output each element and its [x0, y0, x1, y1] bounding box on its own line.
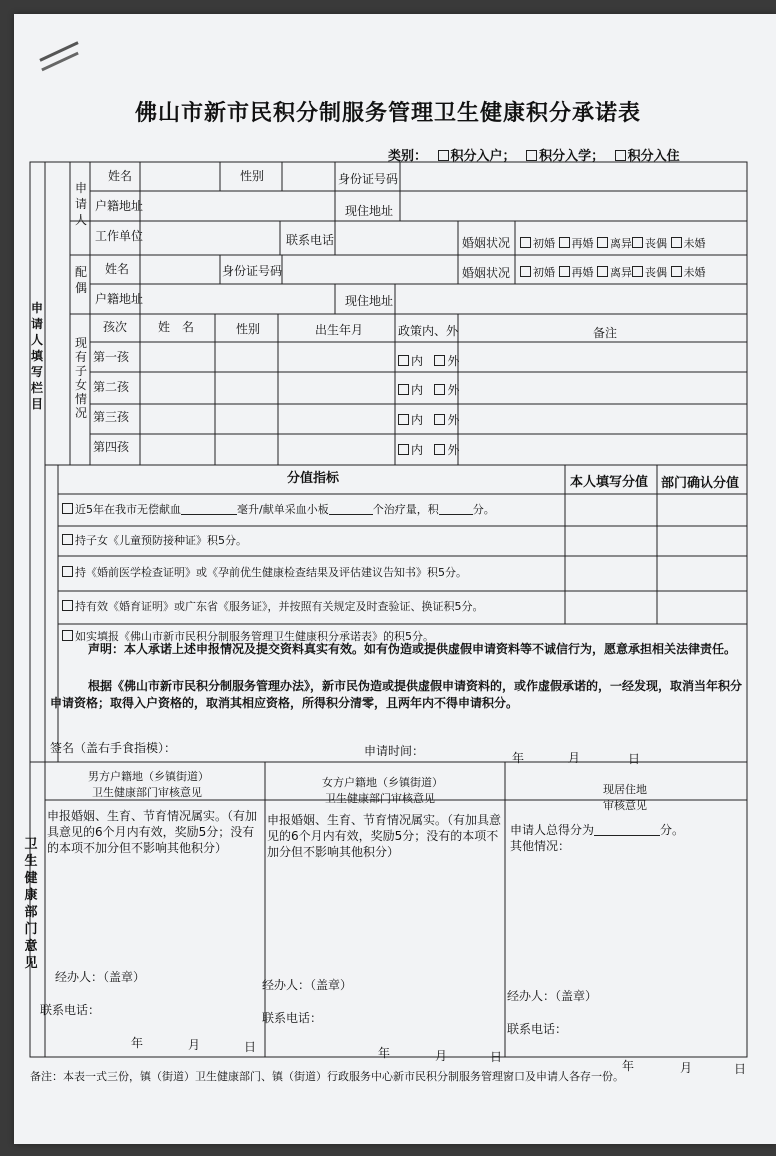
spouse-current-addr-label: 现住地址 — [345, 294, 394, 308]
checkbox-icon[interactable] — [632, 266, 643, 277]
checkbox-icon[interactable] — [597, 266, 608, 277]
residence-handler-label: 经办人：（盖章） — [507, 989, 598, 1003]
children-header-policy: 政策内、外 — [398, 324, 459, 338]
female-hukou-head-2: 卫生健康部门审核意见 — [325, 792, 435, 805]
checkbox-icon[interactable] — [671, 266, 682, 277]
residence-year: 年 — [622, 1059, 635, 1073]
checkbox-icon[interactable] — [615, 150, 626, 161]
female-hukou-head-1: 女方户籍地（乡镇街道） — [322, 776, 443, 789]
female-year: 年 — [378, 1046, 391, 1060]
category-option-housing[interactable]: 积分入住 — [615, 149, 680, 164]
checkbox-icon[interactable] — [434, 414, 445, 425]
checkbox-icon[interactable] — [438, 150, 449, 161]
score-item-truthful[interactable]: 如实填报《佛山市新市民积分制服务管理卫生健康积分承诺表》的积5分。 — [62, 630, 434, 644]
checkbox-icon[interactable] — [526, 150, 537, 161]
male-day: 日 — [244, 1040, 257, 1054]
children-header-remark: 备注 — [593, 326, 618, 340]
applicant-fill-section-label: 申请人填写栏目 — [30, 301, 43, 411]
spouse-name-label: 姓名 — [105, 262, 130, 276]
score-item-vaccination[interactable]: 持子女《儿童预防接种证》积5分。 — [62, 534, 247, 548]
category-option-hukou[interactable]: 积分入户； — [438, 149, 516, 164]
residence-other-label: 其他情况： — [510, 839, 571, 853]
apply-year: 年 — [512, 751, 525, 765]
category-option-school[interactable]: 积分入学； — [526, 149, 604, 164]
male-handler-label: 经办人：（盖章） — [55, 970, 146, 984]
checkbox-icon[interactable] — [398, 384, 409, 395]
checkbox-icon[interactable] — [62, 534, 73, 545]
spouse-hukou-label: 户籍地址 — [95, 292, 144, 306]
male-hukou-head-2: 卫生健康部门审核意见 — [92, 786, 202, 799]
apply-day: 日 — [628, 752, 641, 766]
applicant-name-label: 姓名 — [108, 169, 133, 183]
category-label: 类别： — [388, 149, 428, 164]
female-handler-label: 经办人：（盖章） — [262, 978, 353, 992]
female-phone-label: 联系电话： — [262, 1011, 323, 1025]
signature-label: 签名（盖右手食指模）： — [50, 741, 177, 755]
checkbox-icon[interactable] — [62, 630, 73, 641]
checkbox-icon[interactable] — [520, 237, 531, 248]
male-phone-label: 联系电话： — [40, 1003, 101, 1017]
male-month: 月 — [188, 1038, 201, 1052]
score-self-column: 本人填写分值 — [570, 475, 649, 490]
checkbox-icon[interactable] — [559, 237, 570, 248]
spouse-marital-options[interactable]: 初婚 再婚 离异 丧偶 未婚 — [520, 266, 706, 280]
applicant-marital-label: 婚姻状况 — [462, 236, 511, 250]
child-row-2-label: 第二孩 — [93, 380, 130, 394]
children-header-order: 孩次 — [103, 320, 128, 334]
children-label: 现有子女情况 — [74, 336, 87, 420]
applicant-id-label: 身份证号码 — [338, 172, 399, 186]
score-item-certificate[interactable]: 持有效《婚育证明》或广东省《服务证》，并按照有关规定及时查验证、换证积5分。 — [62, 600, 484, 614]
checkbox-icon[interactable] — [398, 444, 409, 455]
checkbox-icon[interactable] — [62, 600, 73, 611]
applicant-marital-options[interactable]: 初婚 再婚 离异 丧偶 未婚 — [520, 237, 706, 251]
residence-head-1: 现居住地 — [603, 783, 647, 796]
male-review-body: 申报婚姻、生育、节育情况属实。（有加具意见的6个月内有效，奖励5分；没有的本项不加分但不影响其他积分） — [47, 809, 258, 855]
child-row-1-label: 第一孩 — [93, 350, 130, 364]
child-row-2-policy[interactable]: 内 外 — [398, 383, 459, 397]
child-row-3-policy[interactable]: 内 外 — [398, 413, 459, 427]
score-dept-column: 部门确认分值 — [661, 476, 740, 491]
residence-phone-label: 联系电话： — [507, 1022, 568, 1036]
child-row-1-policy[interactable]: 内 外 — [398, 354, 459, 368]
score-header: 分值指标 — [287, 471, 340, 486]
declaration-rules: 根据《佛山市新市民积分制服务管理办法》，新市民伪造或提供虚假申请资料的，或作虚假承诺的，一经发现，取消当年积分申请资格；取得入户资格的，取消其相应资格，所得积分清零，且两年内不得申请积分。 — [50, 679, 743, 710]
female-day: 日 — [490, 1050, 503, 1064]
score-item-premarital[interactable]: 持《婚前医学检查证明》或《孕前优生健康检查结果及评估建议告知书》积5分。 — [62, 566, 467, 580]
female-month: 月 — [435, 1049, 448, 1063]
checkbox-icon[interactable] — [671, 237, 682, 248]
checkbox-icon[interactable] — [62, 503, 73, 514]
children-header-birth: 出生年月 — [315, 323, 364, 337]
category-row — [388, 145, 686, 164]
spouse-id-label: 身份证号码 — [222, 264, 283, 278]
child-row-4-policy[interactable]: 内 外 — [398, 443, 459, 457]
child-row-4-label: 第四孩 — [93, 440, 130, 454]
residence-day: 日 — [734, 1062, 747, 1076]
applicant-work-unit-label: 工作单位 — [95, 229, 144, 243]
checkbox-icon[interactable] — [434, 444, 445, 455]
applicant-current-addr-label: 现住地址 — [345, 204, 394, 218]
apply-month: 月 — [568, 751, 581, 765]
male-year: 年 — [131, 1036, 144, 1050]
form-title: 佛山市新市民积分制服务管理卫生健康积分承诺表 — [134, 101, 641, 126]
checkbox-icon[interactable] — [398, 355, 409, 366]
checkbox-icon[interactable] — [62, 566, 73, 577]
residence-total-score: 申请人总得分为 分。 — [510, 823, 685, 837]
checkbox-icon[interactable] — [559, 266, 570, 277]
children-header-gender: 性别 — [236, 322, 261, 336]
checkbox-icon[interactable] — [597, 237, 608, 248]
male-hukou-head-1: 男方户籍地（乡镇街道） — [88, 770, 209, 783]
residence-head-2: 审核意见 — [603, 799, 647, 812]
spouse-marital-label: 婚姻状况 — [462, 266, 511, 280]
female-review-body: 申报婚姻、生育、节育情况属实。（有加具意见的6个月内有效，奖励5分；没有的本项不加分但不影响其他积分） — [267, 813, 502, 859]
health-dept-opinion-label: 卫生健康部门意见 — [24, 837, 38, 971]
checkbox-icon[interactable] — [434, 384, 445, 395]
applicant-hukou-label: 户籍地址 — [95, 199, 144, 213]
score-item-blood[interactable]: 近5年在我市无偿献血 毫升/献单采血小板 个治疗量，积 分。 — [62, 503, 495, 517]
checkbox-icon[interactable] — [434, 355, 445, 366]
applicant-label: 申请人 — [74, 181, 87, 227]
checkbox-icon[interactable] — [398, 414, 409, 425]
children-header-name: 姓 名 — [158, 320, 195, 334]
apply-time-label: 申请时间： — [364, 744, 425, 758]
child-row-3-label: 第三孩 — [93, 410, 130, 424]
spouse-label: 配偶 — [74, 265, 87, 295]
checkbox-icon[interactable] — [520, 266, 531, 277]
declaration-statement: 声明：本人承诺上述申报情况及提交资料真实有效。如有伪造或提供虚假申请资料等不诚信行为，愿意承担相关法律责任。 — [88, 642, 737, 656]
residence-month: 月 — [680, 1061, 693, 1075]
applicant-gender-label: 性别 — [240, 169, 265, 183]
checkbox-icon[interactable] — [632, 237, 643, 248]
applicant-phone-label: 联系电话 — [286, 233, 335, 247]
footnote: 备注：本表一式三份，镇（街道）卫生健康部门、镇（街道）行政服务中心新市民积分制服务管理窗口及申请人各存一份。 — [30, 1070, 624, 1083]
